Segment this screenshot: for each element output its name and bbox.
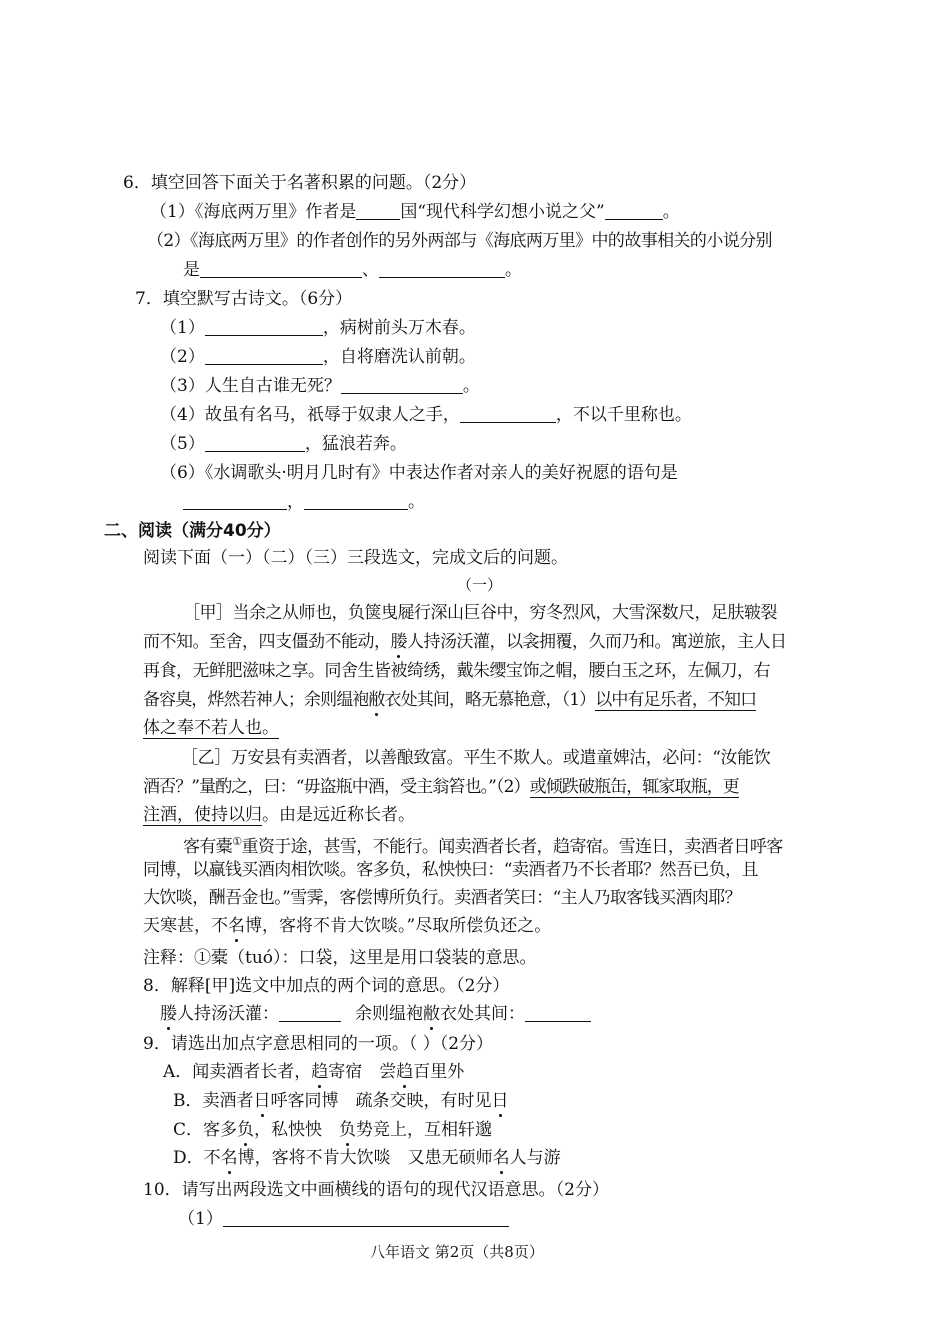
passage-jia-line: ［甲］当余之从师也，负箧曳屣行深山巨谷中，穷冬烈风，大雪深数尺，足肤皲裂 — [183, 603, 777, 623]
dotted-char: 敝 — [423, 1004, 440, 1024]
q9-title: 9．请选出加点字意思相同的一项。（ ）（2分） — [143, 1034, 494, 1054]
dotted-char: 趋 — [396, 1062, 414, 1082]
q7-item-3: （3）人生自古谁无死？ 。 — [160, 376, 480, 396]
answer-blank[interactable] — [200, 259, 362, 278]
passage-yi-line: 酒否？”量酌之，曰：“毋盗瓶中酒，受主翁笞也。”（2）或倾跌破瓶缶，辄家取瓶，更 — [143, 777, 739, 797]
answer-blank[interactable] — [379, 259, 505, 278]
dotted-char: 媵 — [390, 632, 407, 652]
underlined-sentence-2: 或倾跌破瓶缶，辄家取瓶，更 — [529, 777, 739, 797]
dotted-char: 名 — [492, 1148, 510, 1168]
section-intro: 阅读下面（一）（二）（三）三段选文，完成文后的问题。 — [143, 548, 568, 568]
answer-blank[interactable] — [205, 346, 323, 365]
q6-item-2: （2）《海底两万里》的作者创作的另外两部与《海底两万里》中的故事相关的小说分别 — [147, 231, 772, 251]
passage-yi-line: 大饮啖，酬吾金也。”雪霁，客偿博所负行。卖酒者笑曰：“主人乃取客钱买酒肉耶？ — [143, 888, 742, 908]
answer-blank[interactable] — [525, 1003, 591, 1022]
part-label: （一） — [457, 576, 503, 594]
q9-option-d[interactable]: D．不名博，客将不肯大饮啖 又患无硕师名人与游 — [173, 1148, 561, 1168]
q6-title: 6．填空回答下面关于名著积累的问题。（2分） — [123, 173, 477, 193]
q9-option-a[interactable]: A．闻卖酒者长者，趋寄宿 尝趋百里外 — [163, 1062, 465, 1082]
q7-title: 7．填空默写古诗文。（6分） — [135, 289, 353, 309]
dotted-char: 名 — [220, 1148, 238, 1168]
passage-yi-line: 同博，以赢钱买酒肉相饮啖。客多负，私怏怏曰：“卖酒者乃不长者耶？然吾已负，且 — [143, 860, 758, 880]
dotted-char: 名 — [228, 916, 245, 936]
dotted-char: 媵 — [160, 1004, 177, 1024]
passage-jia-line: 而不知。至舍，四支僵劲不能动，媵人持汤沃灌，以衾拥覆，久而乃和。寓逆旅，主人日 — [143, 632, 787, 652]
answer-blank[interactable] — [205, 317, 323, 336]
answer-blank[interactable] — [304, 491, 408, 510]
answer-blank[interactable] — [341, 375, 463, 394]
page-footer: 八年语文 第2页（共8页） — [370, 1243, 544, 1261]
q6-item-1: （1）《海底两万里》作者是 国“现代科学幻想小说之父” 。 — [150, 202, 680, 222]
answer-blank[interactable] — [223, 1208, 509, 1227]
q7-item-4: （4）故虽有名马，祇辱于奴隶人之手， ，不以千里称也。 — [160, 405, 692, 425]
dotted-char: 负 — [339, 1120, 357, 1140]
footnote-marker: ① — [232, 835, 242, 848]
answer-blank[interactable] — [183, 491, 287, 510]
underlined-sentence-2-cont: 注酒，使持以归 — [143, 805, 262, 825]
q7-item-6-cont: ， 。 — [183, 490, 425, 514]
section-heading: 二、阅读（满分40分） — [104, 521, 281, 541]
passage-yi-line: 注酒，使持以归。由是远近称长者。 — [143, 805, 415, 825]
q6-item-2-cont: 是 、 。 — [183, 260, 522, 280]
answer-blank[interactable] — [356, 201, 400, 220]
q9-option-c[interactable]: C．客多负，私怏怏 负势竞上，互相轩邈 — [173, 1120, 493, 1140]
passage-jia-line: 再食，无鲜肥滋味之享。同舍生皆被绮绣，戴朱缨宝饰之帽，腰白玉之环，左佩刀，右 — [143, 661, 770, 681]
underlined-sentence-1-cont: 体之奉不若人也。 — [143, 718, 279, 738]
q8-title: 8．解释[甲]选文中加点的两个词的意思。（2分） — [143, 976, 510, 996]
q9-option-b[interactable]: B．卖酒者日呼客同博 疏条交映，有时见日 — [173, 1091, 509, 1111]
q10-title: 10．请写出两段选文中画横线的语句的现代汉语意思。（2分） — [143, 1180, 609, 1200]
passage-yi-line: ［乙］万安县有卖酒者，以善酿致富。平生不欺人。或遣童婢沽，必问：“汝能饮 — [181, 748, 771, 768]
answer-blank[interactable] — [460, 404, 556, 423]
dotted-char: 日 — [253, 1091, 271, 1111]
q7-item-6: （6）《水调歌头·明月几时有》中表达作者对亲人的美好祝愿的语句是 — [160, 463, 678, 483]
q7-item-1: （1） ，病树前头万木春。 — [160, 318, 476, 338]
answer-blank[interactable] — [605, 201, 663, 220]
q10-item-1: （1） — [178, 1207, 509, 1231]
passage-yi-line: 客有橐①重资于途，甚雪，不能行。闻卖酒者长者，趋寄宿。雪连日，卖酒者日呼客 — [183, 835, 783, 857]
dotted-char: 日 — [491, 1091, 509, 1111]
q7-item-5: （5） ，猛浪若奔。 — [160, 434, 407, 454]
passage-jia-line: 备容臭，烨然若神人；余则缊袍敝衣处其间，略无慕艳意，（1）以中有足乐者，不知口 — [143, 690, 757, 710]
answer-blank[interactable] — [279, 1003, 341, 1022]
passage-jia-line — [143, 716, 279, 740]
dotted-char: 负 — [237, 1120, 255, 1140]
dotted-char: 趋 — [311, 1062, 329, 1082]
q7-item-2: （2） ，自将磨洗认前朝。 — [160, 347, 476, 367]
passage-yi-line: 天寒甚，不名博，客将不肯大饮啖。”尽取所偿负还之。 — [143, 916, 552, 936]
underlined-sentence-1: 以中有足乐者，不知口 — [595, 690, 757, 710]
dotted-char: 敝 — [368, 690, 385, 710]
answer-blank[interactable] — [205, 433, 305, 452]
q8-items: 媵人持汤沃灌： 余则缊袍敝衣处其间： — [160, 1002, 591, 1026]
footnote: 注释：①橐（tuó）：口袋，这里是用口袋装的意思。 — [143, 948, 537, 968]
